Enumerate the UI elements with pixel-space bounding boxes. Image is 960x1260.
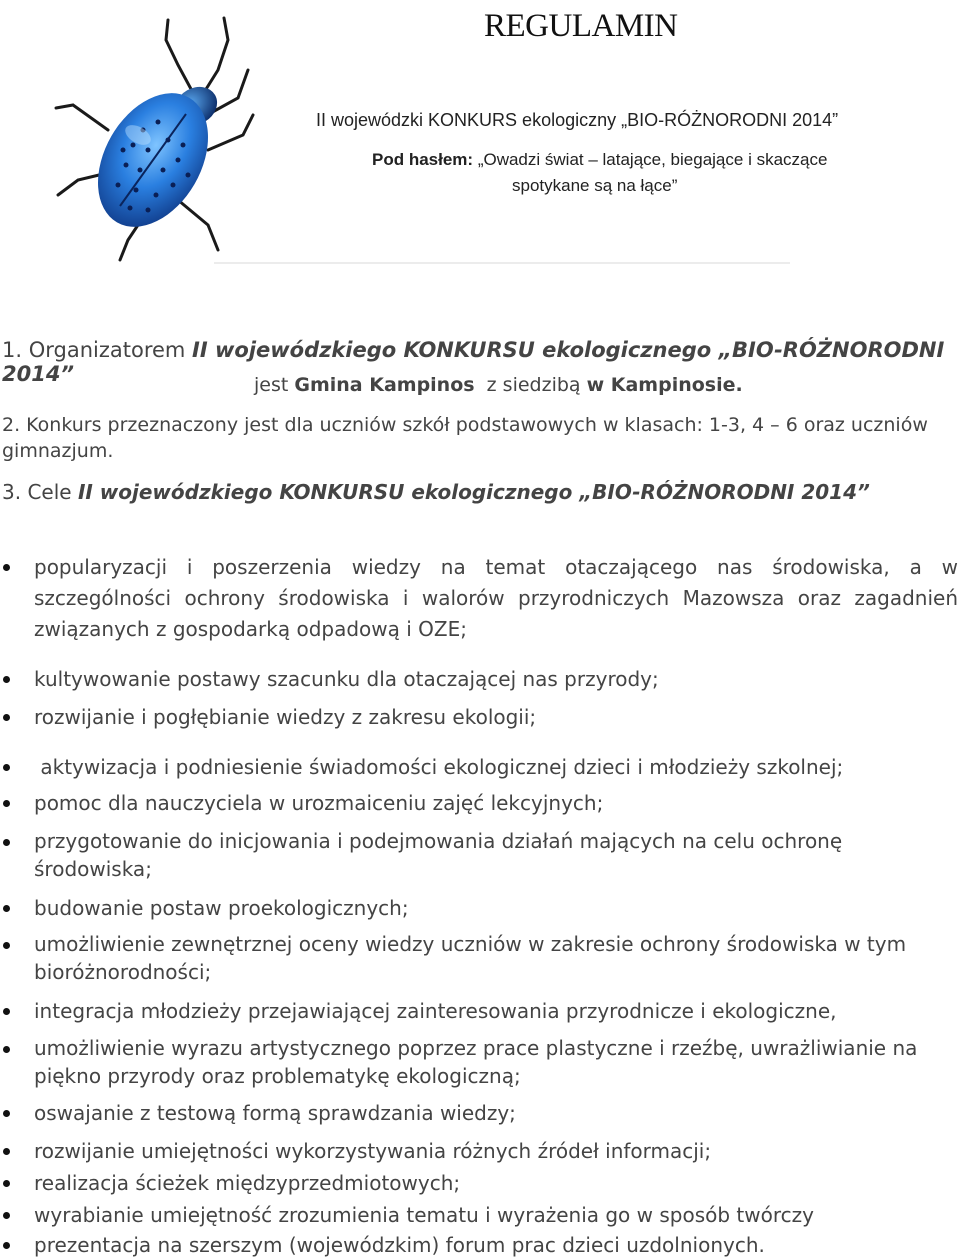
motto-line1: „Owadzi świat – latające, biegające i skaczące (473, 150, 828, 169)
bullet-icon (3, 800, 10, 807)
bullet-icon (3, 1148, 10, 1155)
bullet-icon (3, 714, 10, 721)
list-item-text: aktywizacja i podniesienie świadomości ekologicznej dzieci i młodzieży szkolnej; (34, 755, 844, 779)
list-item-text: popularyzacji i poszerzenia wiedzy na temat otaczającego nas środowiska, a w szczególności ochrony środowiska i walorów przyrodniczych Mazowsza oraz zagadnień związanych z gospodarką odpadową i OZE; (34, 555, 958, 641)
section-1-text-a: jest (254, 374, 295, 396)
list-item-text: umożliwienie zewnętrznej oceny wiedzy uczniów w zakresie ochrony środowiska w tym bioróżnorodności; (34, 932, 907, 984)
bullet-icon (3, 1242, 10, 1249)
section-3-contest-name: II wojewódzkiego KONKURSU ekologicznego „BIO-RÓŻNORODNI 2014” (77, 480, 870, 504)
list-item-text: integracja młodzieży przejawiającej zainteresowania przyrodnicze i ekologiczne, (34, 999, 837, 1023)
list-item-text: rozwijanie umiejętności wykorzystywania różnych źródeł informacji; (34, 1139, 712, 1163)
list-item-text: prezentacja na szerszym (wojewódzkim) forum prac dzieci uzdolnionych. (34, 1233, 765, 1257)
list-item-text: pomoc dla nauczyciela w urozmaiceniu zajęć lekcyjnych; (34, 791, 604, 815)
section-1-prefix: 1. Organizatorem (2, 338, 193, 362)
list-item-text: realizacja ścieżek międzyprzedmiotowych; (34, 1171, 461, 1195)
bullet-icon (3, 1008, 10, 1015)
motto-line2: spotykane są na łące” (512, 176, 678, 195)
list-item-text: przygotowanie do inicjowania i podejmowania działań mających na celu ochronę środowiska; (34, 829, 843, 881)
list-item-text: rozwijanie i pogłębianie wiedzy z zakresu ekologii; (34, 705, 537, 729)
bullet-icon (3, 905, 10, 912)
bullet-icon (3, 1110, 10, 1117)
organizer-seat: w Kampinosie. (586, 374, 743, 396)
list-item-text: budowanie postaw proekologicznych; (34, 896, 409, 920)
list-item-text: umożliwienie wyrazu artystycznego poprzez prace plastyczne i rzeźbę, uwrażliwianie na piękno przyrody oraz problematykę ekologiczną; (34, 1036, 918, 1088)
organizer-name: Gmina Kampinos (294, 374, 475, 396)
section-1-text-c: z siedzibą (474, 374, 587, 396)
motto-label: Pod hasłem: (372, 150, 474, 169)
section-1-contest-name: II wojewódzkiego KONKURSU ekologicznego „BIO-RÓŻNORODNI 2014” (2, 338, 945, 386)
bullet-icon (3, 1212, 10, 1219)
list-item-text: oswajanie z testową formą sprawdzania wiedzy; (34, 1101, 516, 1125)
section-3-prefix: 3. Cele (2, 480, 78, 504)
list-item-text: kultywowanie postawy szacunku dla otaczającej nas przyrody; (34, 667, 659, 691)
bullet-icon (3, 1180, 10, 1187)
bullet-icon (3, 764, 10, 771)
bullet-icon (3, 839, 10, 846)
contest-subtitle: II wojewódzki KONKURS ekologiczny „BIO-RÓŻNORODNI 2014” (316, 110, 839, 130)
section-2-participants: 2. Konkurs przeznaczony jest dla uczniów szkół podstawowych w klasach: 1-3, 4 – 6 oraz uczniów gimnazjum. (2, 414, 928, 462)
bullet-icon (3, 942, 10, 949)
bullet-icon (3, 1046, 10, 1053)
bullet-icon (3, 676, 10, 683)
bullet-icon (3, 564, 10, 571)
list-item-text: wyrabianie umiejętność zrozumienia tematu i wyrażenia go w sposób twórczy (34, 1203, 814, 1227)
document-title: REGULAMIN (484, 8, 678, 44)
